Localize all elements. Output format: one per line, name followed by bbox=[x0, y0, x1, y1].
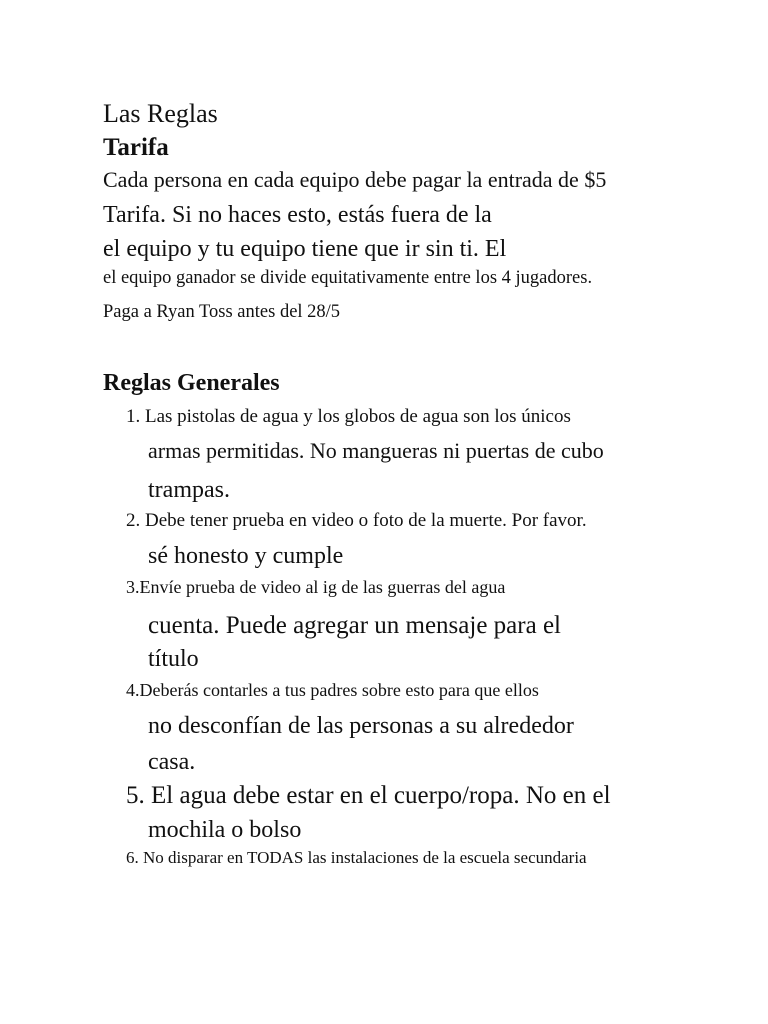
rule-line: 5. El agua debe estar en el cuerpo/ropa. No en el bbox=[126, 782, 611, 809]
rule-line: casa. bbox=[148, 749, 196, 775]
fee-heading: Tarifa bbox=[103, 134, 169, 161]
rule-line: 1. Las pistolas de agua y los globos de agua son los únicos bbox=[126, 406, 571, 427]
rule-line: sé honesto y cumple bbox=[148, 543, 344, 569]
rule-line: 6. No disparar en TODAS las instalaciones de la escuela secundaria bbox=[126, 848, 587, 867]
fee-line: Paga a Ryan Toss antes del 28/5 bbox=[103, 302, 341, 322]
rule-line: trampas. bbox=[148, 477, 230, 503]
rule-line: 4.Deberás contarles a tus padres sobre esto para que ellos bbox=[126, 680, 539, 700]
rule-line: título bbox=[148, 646, 199, 672]
rule-line: no desconfían de las personas a su alrededor bbox=[148, 713, 574, 739]
general-heading: Reglas Generales bbox=[103, 370, 280, 396]
rule-line: cuenta. Puede agregar un mensaje para el bbox=[148, 612, 561, 639]
rule-line: armas permitidas. No mangueras ni puertas de cubo bbox=[148, 438, 604, 463]
rule-line: mochila o bolso bbox=[148, 817, 302, 843]
fee-line: Cada persona en cada equipo debe pagar la entrada de $5 bbox=[103, 167, 607, 192]
fee-line: Tarifa. Si no haces esto, estás fuera de la bbox=[103, 202, 492, 228]
rule-line: 3.Envíe prueba de video al ig de las guerras del agua bbox=[126, 577, 506, 597]
fee-line: el equipo y tu equipo tiene que ir sin ti. El bbox=[103, 236, 507, 262]
fee-line: el equipo ganador se divide equitativamente entre los 4 jugadores. bbox=[103, 268, 593, 288]
document-title: Las Reglas bbox=[103, 99, 218, 128]
rule-line: 2. Debe tener prueba en video o foto de la muerte. Por favor. bbox=[126, 510, 587, 531]
